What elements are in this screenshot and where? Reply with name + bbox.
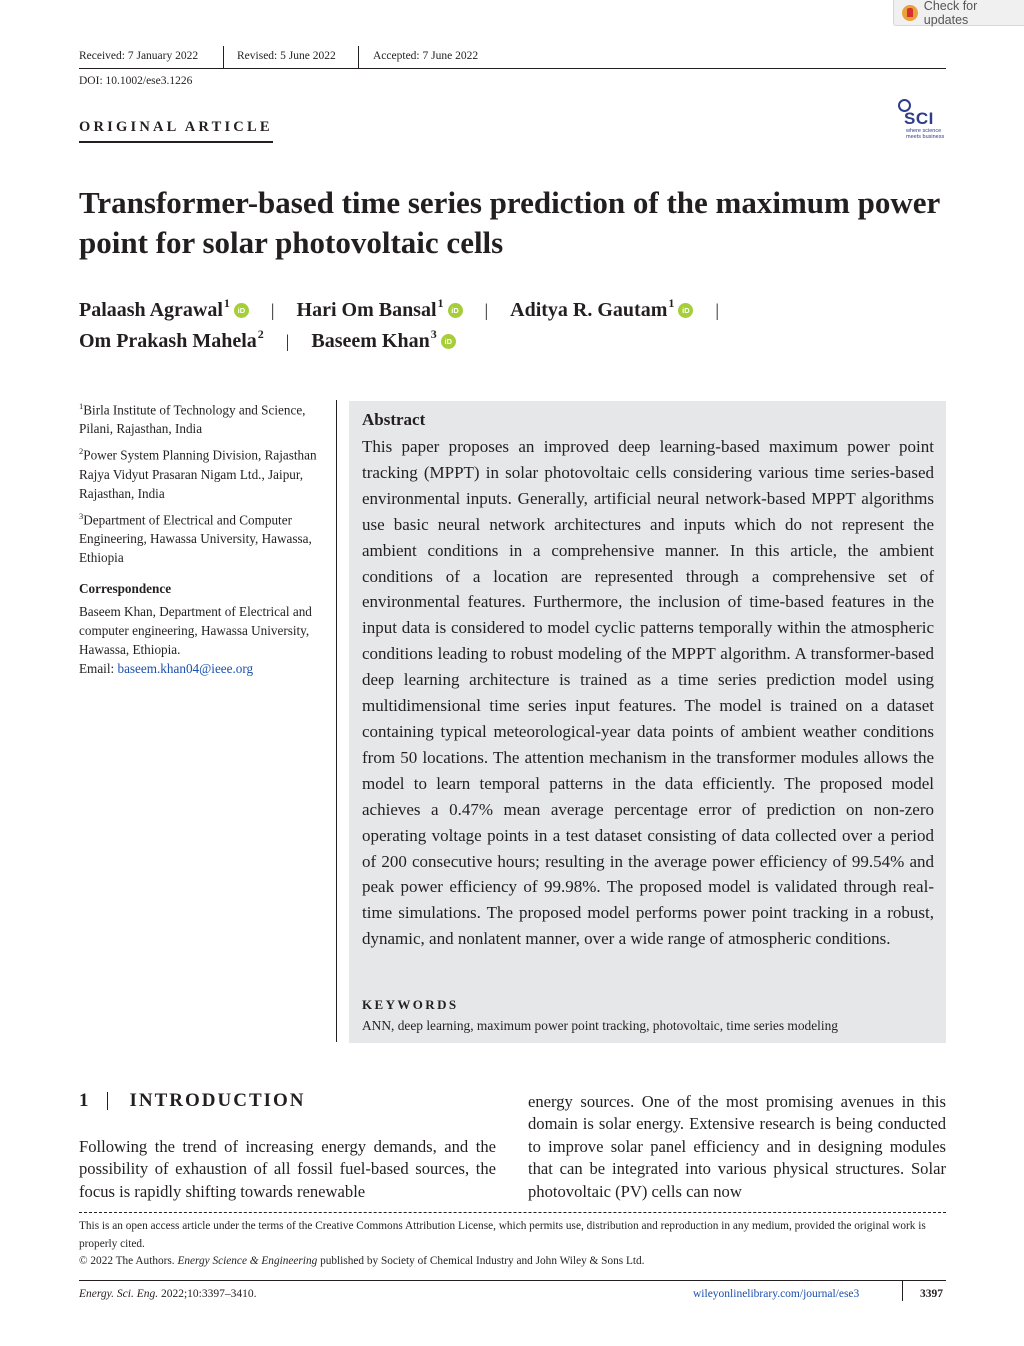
- sci-logo-tagline: meets business: [906, 134, 945, 140]
- author: [79, 296, 249, 322]
- check-for-updates-label: Check for updates: [923, 0, 978, 27]
- author-affiliation-number: 1: [437, 296, 444, 310]
- sidebar-divider: [336, 400, 337, 1042]
- author-list: [79, 327, 456, 353]
- history-divider: [223, 46, 224, 68]
- section-heading: [79, 1090, 306, 1112]
- sci-logo-text: SCI: [904, 109, 934, 128]
- author-separator: |: [285, 331, 290, 351]
- orcid-icon[interactable]: iD: [678, 303, 693, 318]
- accepted-date: Accepted: 7 June 2022: [373, 50, 479, 62]
- correspondence-heading: Correspondence: [79, 581, 172, 597]
- author-affiliation-number: 1: [668, 296, 675, 310]
- copyright-notice: © 2022 The Authors. Energy Science & Engineering published by Society of Chemical Industry and John Wiley & Sons Ltd.: [79, 1255, 645, 1267]
- doi: DOI: 10.1002/ese3.1226: [79, 75, 193, 87]
- affiliation: $^1$Birla Institute of Technology and Science, Pilani, Rajasthan, India: [79, 401, 306, 437]
- orcid-icon[interactable]: iD: [448, 303, 463, 318]
- author: [510, 296, 693, 322]
- author-separator: |: [715, 300, 719, 320]
- author-separator: |: [484, 300, 489, 320]
- intro-paragraph-left: Following the trend of increasing energy demands, and the possibility of exhaustion of all fossil fuel-based sources, the focus is rapidly shifting towards renewable: [79, 1137, 496, 1201]
- author-name: Aditya R. Gautam: [510, 299, 668, 321]
- article-type: ORIGINAL ARTICLE: [79, 119, 273, 143]
- orcid-icon[interactable]: iD: [234, 303, 249, 318]
- keywords-heading: KEYWORDS: [362, 997, 459, 1012]
- author-name: Hari Om Bansal: [296, 299, 437, 321]
- intro-paragraph-right: energy sources. One of the most promising avenues in this domain is solar energy. Extensive research is being conducted to improve solar panel efficiency and in designing modules that can be integrated into various physical structures. Solar photovoltaic (PV) cells can now: [528, 1092, 946, 1201]
- history-divider: [358, 46, 359, 68]
- journal-citation: Energy. Sci. Eng. 2022;10:3397–3410.: [79, 1288, 257, 1300]
- author-affiliation-number: 3: [430, 327, 437, 341]
- author: [296, 296, 463, 322]
- keywords-list: ANN, deep learning, maximum power point tracking, photovoltaic, time series modeling: [362, 1018, 839, 1033]
- journal-name: Energy Science & Engineering: [177, 1255, 318, 1267]
- footer-divider: [79, 1280, 946, 1281]
- update-badge-icon: [902, 5, 918, 21]
- article-title: Transformer-based time series prediction of the maximum power point for solar photovoltaic cells: [79, 185, 940, 260]
- footer-separator: [902, 1281, 903, 1301]
- page-number: 3397: [920, 1288, 943, 1300]
- affiliation: $^2$Power System Planning Division, Rajasthan Rajya Vidyut Prasaran Nigam Ltd., Jaipur, Rajasthan, India: [79, 446, 317, 501]
- author-separator: |: [270, 300, 275, 320]
- section-number: 1: [79, 1090, 91, 1111]
- author-name: Baseem Khan: [311, 330, 430, 352]
- article-history: [79, 46, 946, 69]
- author-affiliation-number: 1: [223, 296, 230, 310]
- section-title: INTRODUCTION: [129, 1090, 306, 1111]
- license-divider: [79, 1212, 946, 1213]
- author-list: [79, 296, 741, 322]
- author: [79, 327, 264, 353]
- abstract-body: This paper proposes an improved deep learning-based maximum power point tracking (MPPT) in solar photovoltaic cells considering various time series-based environmental inputs. Generally, artificial neural network-based MPPT algorithms use basic neural network architectures and inputs which do not represent the ambient conditions in a comprehensive manner. In this article, the ambient conditions of a location are represented through a comprehensive set of environmental features. Furthermore, the inclusion of time-based features in the input data is considered to model cyclic patterns temporally within the atmospheric conditions leading to robust modeling of the MPPT algorithm. A transformer-based deep learning architecture is trained as a time series prediction model using multidimensional time series input features. The model is trained on a dataset containing typical meteorological-year data points of ambient weather conditions from 50 locations. The attention mechanism in the transformer modules allows the model to learn temporal patterns in the data efficiently. The proposed model achieves a 0.47% mean average percentage error of prediction on non-zero operating voltage points in a test dataset consisting of data collected over a period of 200 consecutive hours; resulting in the average power efficiency of 99.54% and peak power efficiency of 99.98%. The proposed model is validated through real-time simulations. The proposed model performs power point tracking in a robust, dynamic, and nonlatent manner, over a wide range of atmospheric conditions.: [362, 437, 934, 949]
- abstract-heading: Abstract: [362, 410, 426, 429]
- journal-url-link[interactable]: wileyonlinelibrary.com/journal/ese3: [693, 1288, 860, 1300]
- received-date: Received: 7 January 2022: [79, 50, 199, 62]
- sci-logo-tagline: where science: [906, 128, 942, 134]
- author-affiliation-number: 2: [257, 327, 264, 341]
- correspondence-text: Baseem Khan, Department of Electrical and computer engineering, Hawassa University, Hawassa, Ethiopia. Email: baseem.khan04@ieee.org: [79, 604, 312, 677]
- affiliation: $^3$Department of Electrical and Computer Engineering, Hawassa University, Hawassa, Ethiopia: [79, 510, 312, 566]
- revised-date: Revised: 5 June 2022: [237, 50, 336, 62]
- check-for-updates-button[interactable]: [893, 0, 1024, 26]
- section-heading-divider: [107, 1092, 108, 1110]
- email-link[interactable]: baseem.khan04@ieee.org: [117, 661, 254, 677]
- affiliations: [79, 397, 334, 678]
- author: [311, 327, 455, 353]
- sci-logo: [896, 99, 948, 143]
- license-notice: This is an open access article under the terms of the Creative Commons Attribution License, which permits use, distribution and reproduction in any medium, provided the original work is properly cited.: [79, 1220, 926, 1250]
- author-name: Palaash Agrawal: [79, 299, 223, 321]
- author-name: Om Prakash Mahela: [79, 330, 257, 352]
- orcid-icon[interactable]: iD: [441, 334, 456, 349]
